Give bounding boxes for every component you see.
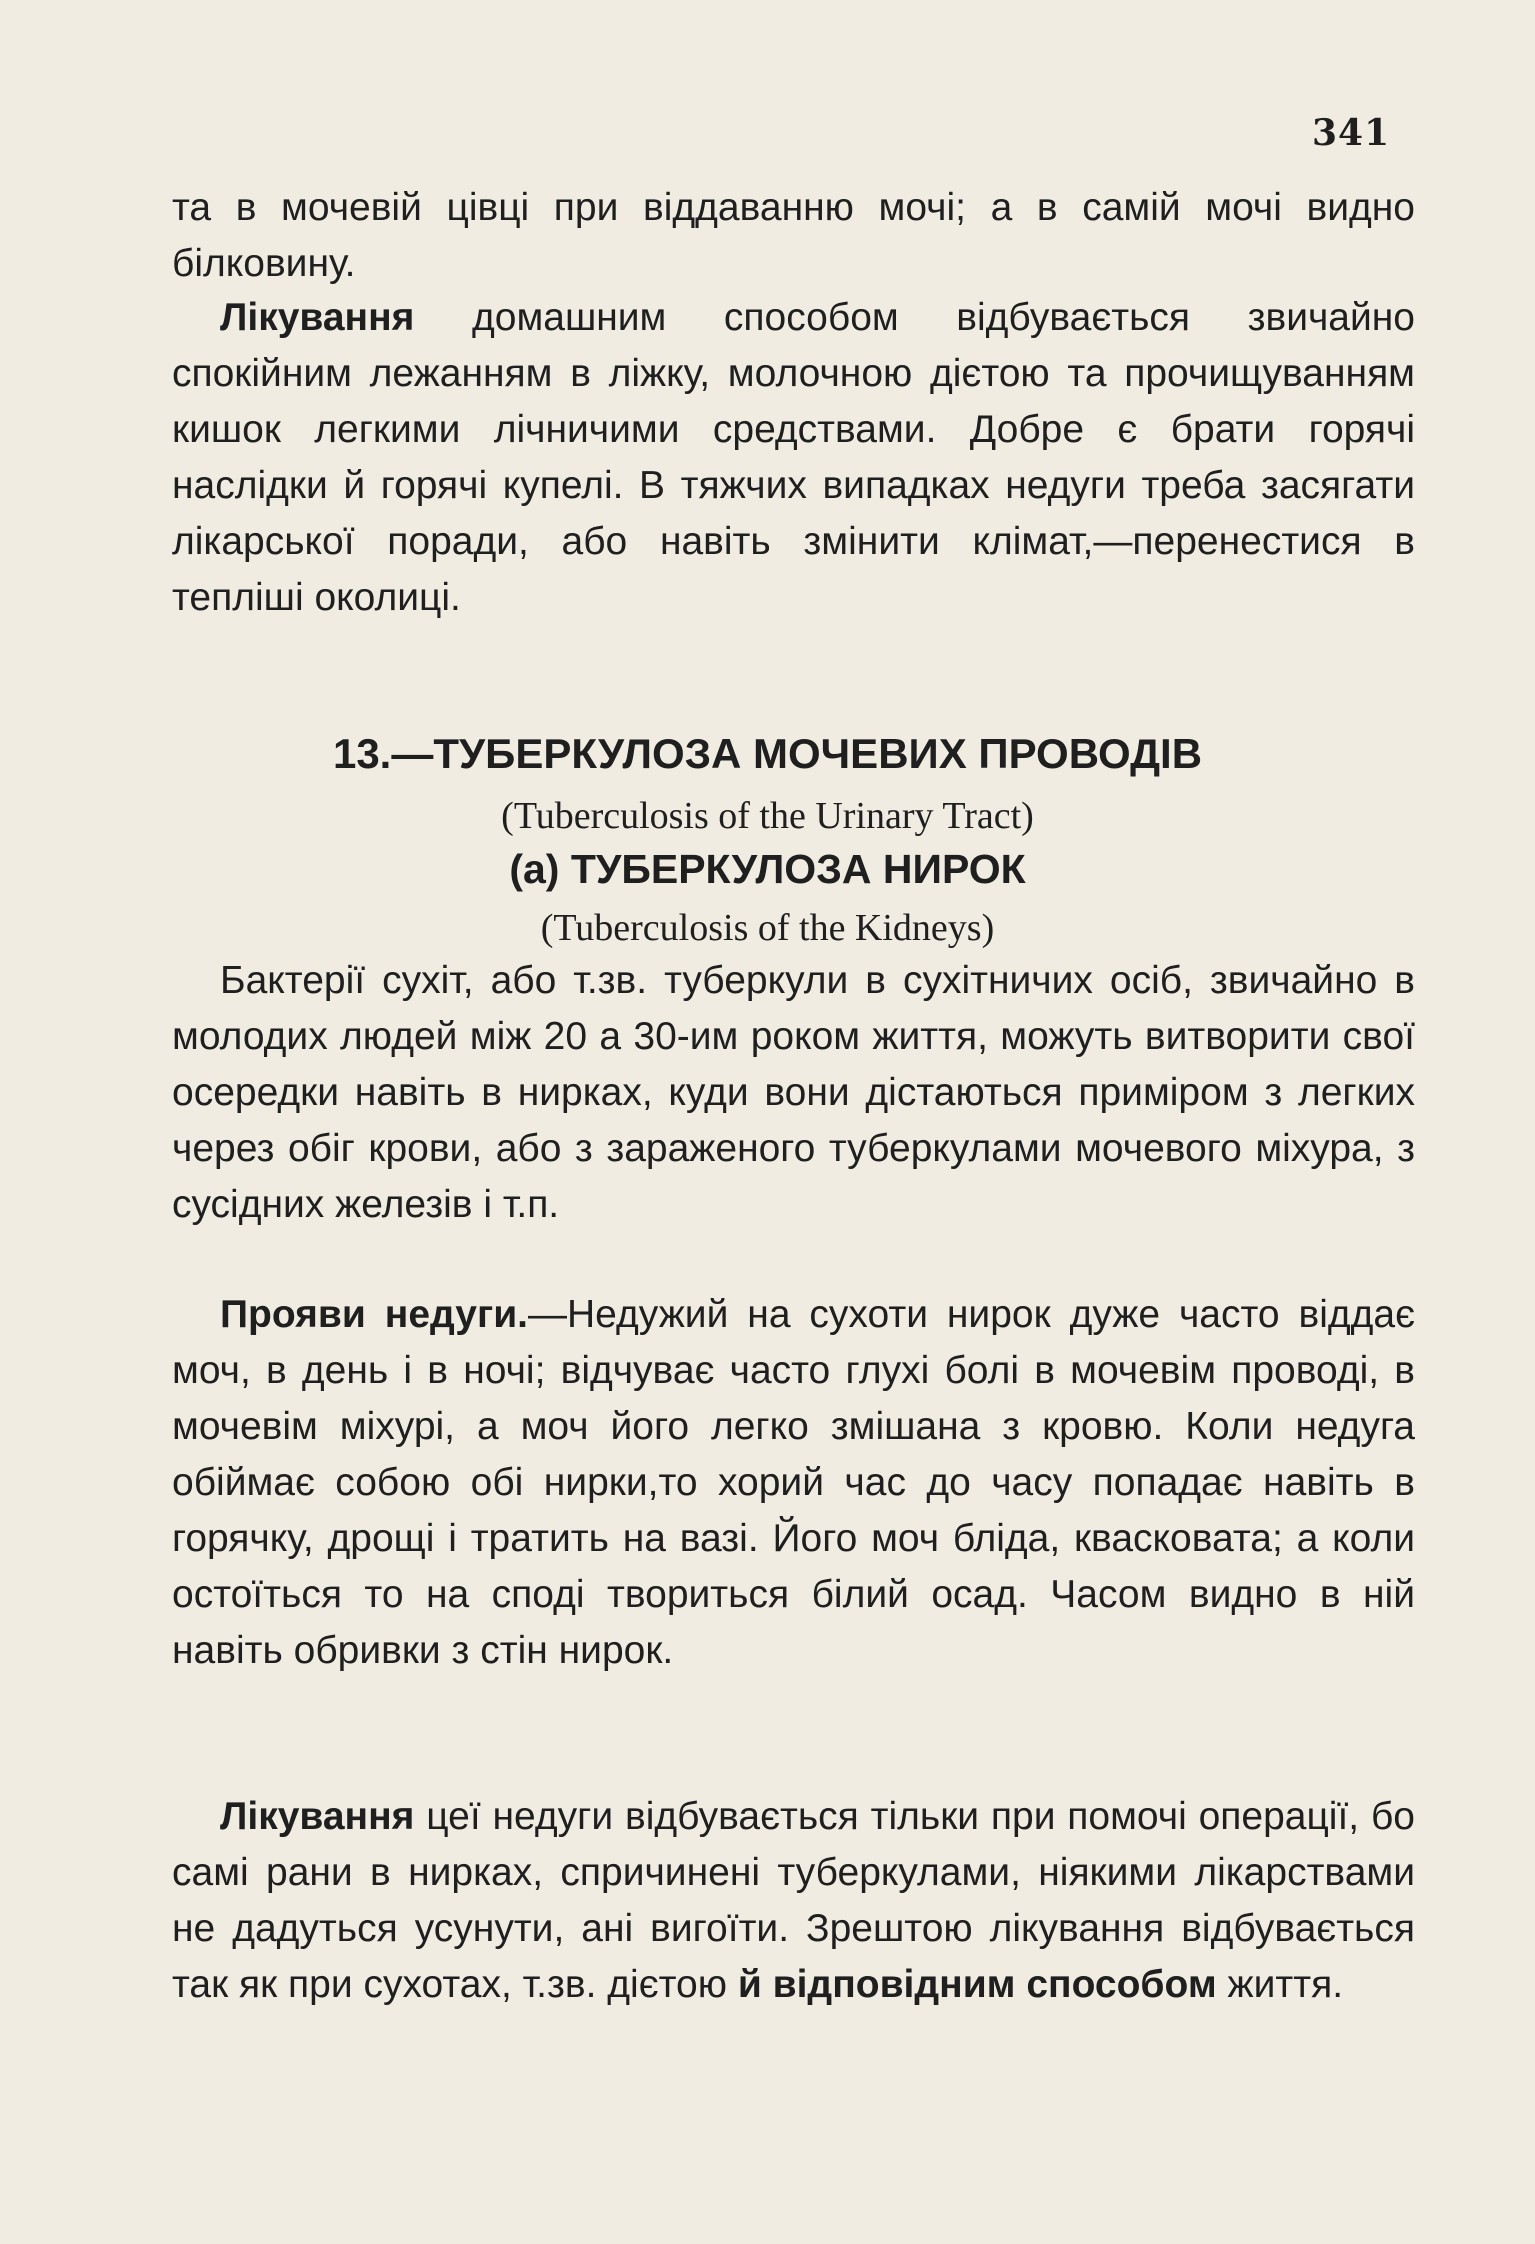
treatment-emphasis: й відповідним способом xyxy=(737,1963,1217,2006)
section-title: 13.—ТУБЕРКУЛОЗА МОЧЕВИХ ПРОВОДІВ xyxy=(332,730,1203,777)
symptoms-paragraph xyxy=(172,1287,1415,1791)
treatment-text-1: домашним способом відбувається звичайно спокійним лежанням в ліжку, молочною дієтою та прочищуванням кишок легкими лічничими средствами. Добре є брати горячі наслідки й горячі купелі. В тяжчих випадках недуги треба засягати лікарської поради, або навіть змінити клімат,—перенестися в тепліші околиці. xyxy=(172,296,1415,619)
continuation-paragraph: та в мочевій цівці при віддаванню мочі; а в самій мочі видно білковину. xyxy=(172,186,1415,285)
treatment-end: життя. xyxy=(1216,1963,1344,2006)
page-number: 341 xyxy=(1312,112,1391,154)
treatment-lead-2: Лікування xyxy=(220,1795,415,1838)
subsection-title: (а) ТУБЕРКУЛОЗА НИРОК xyxy=(509,846,1026,892)
section-subtitle: (Tuberculosis of the Urinary Tract) xyxy=(501,795,1034,837)
symptoms-text: —Недужий на сухоти нирок дуже часто віддає моч, в день і в ночі; відчуває часто глухі болі в мочевім проводі, в мочевім міхурі, а моч його легко змішана з кровю. Коли недуга обіймає собою обі нирки,то хорий час до часу попадає навіть в горячку, дрощі і тратить на вазі. Його моч бліда, квасковата; а коли остоїться то на споді твориться білий осад. Часом видно в ній навіть обривки з стін нирок. xyxy=(172,1293,1415,1672)
subsection-subtitle: (Tuberculosis of the Kidneys) xyxy=(540,907,995,949)
treatment-paragraph-2 xyxy=(172,1789,1415,2125)
treatment-lead-1: Лікування xyxy=(220,296,415,339)
treatment-text-2: цеї недуги відбувається тільки при помочі операції, бо самі рани в нирках, спричинені туберкулами, ніякими лікарствами не дадуться усунути, ані вигоїти. Зрештою лікування відбувається так як при сухотах, т.зв. дієтою xyxy=(172,1795,1415,2006)
bacteria-paragraph: Бактерії сухіт, або т.зв. туберкули в сухітничих осіб, звичайно в молодих людей між 20 а 30-им роком життя, можуть витворити свої осередки навіть в нирках, куди вони дістаються приміром з легких через обіг крови, або з зараженого туберкулами мочевого міхура, з сусідних железів і т.п. xyxy=(172,959,1415,1226)
symptoms-lead: Прояви недуги. xyxy=(220,1293,529,1336)
treatment-paragraph-1 xyxy=(172,290,1415,682)
